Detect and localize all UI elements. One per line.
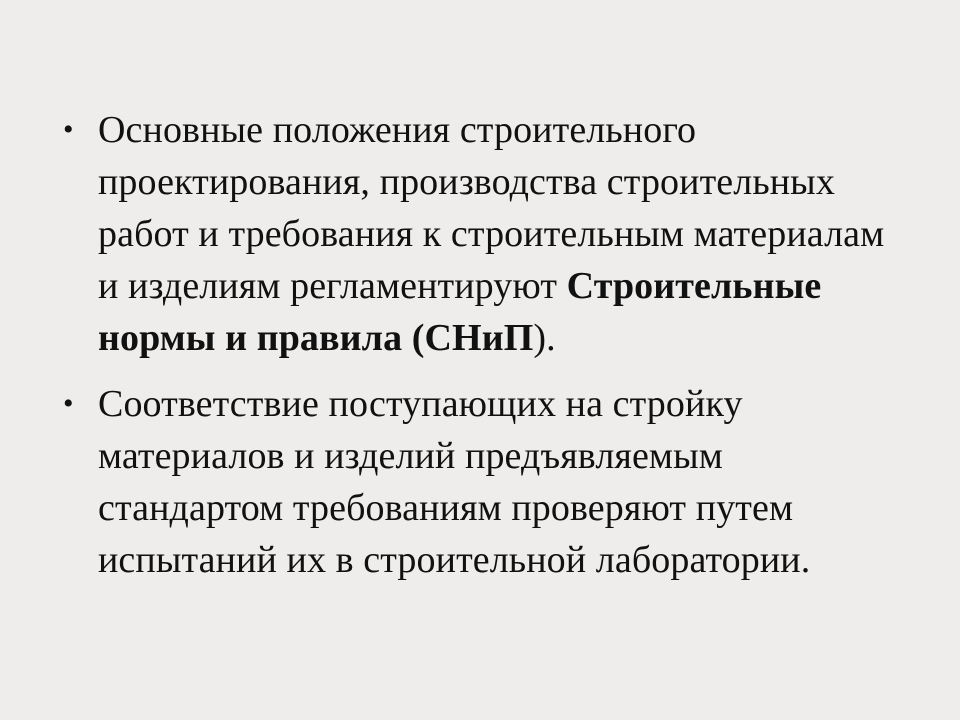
bullet-bold-text: Строительные нормы и правила (СНиП [98, 265, 822, 359]
bullet-item-lab-testing [63, 378, 913, 586]
bullet-item-snip [63, 104, 913, 364]
bullet-text-end: ). [533, 317, 556, 359]
bullet-text: Соответствие поступающих на стройку материалов и изделий предъявляемым стандартом требованиям проверяют путем испытаний их в строительной лаборатории. [98, 383, 811, 581]
bullet-marker: • [63, 113, 74, 146]
bullet-list [63, 104, 913, 586]
bullet-text: Основные положения строительного проектирования, производства строительных работ и требования к строительным материалам и изделиям регламентируют [98, 109, 885, 307]
bullet-marker: • [63, 387, 74, 420]
